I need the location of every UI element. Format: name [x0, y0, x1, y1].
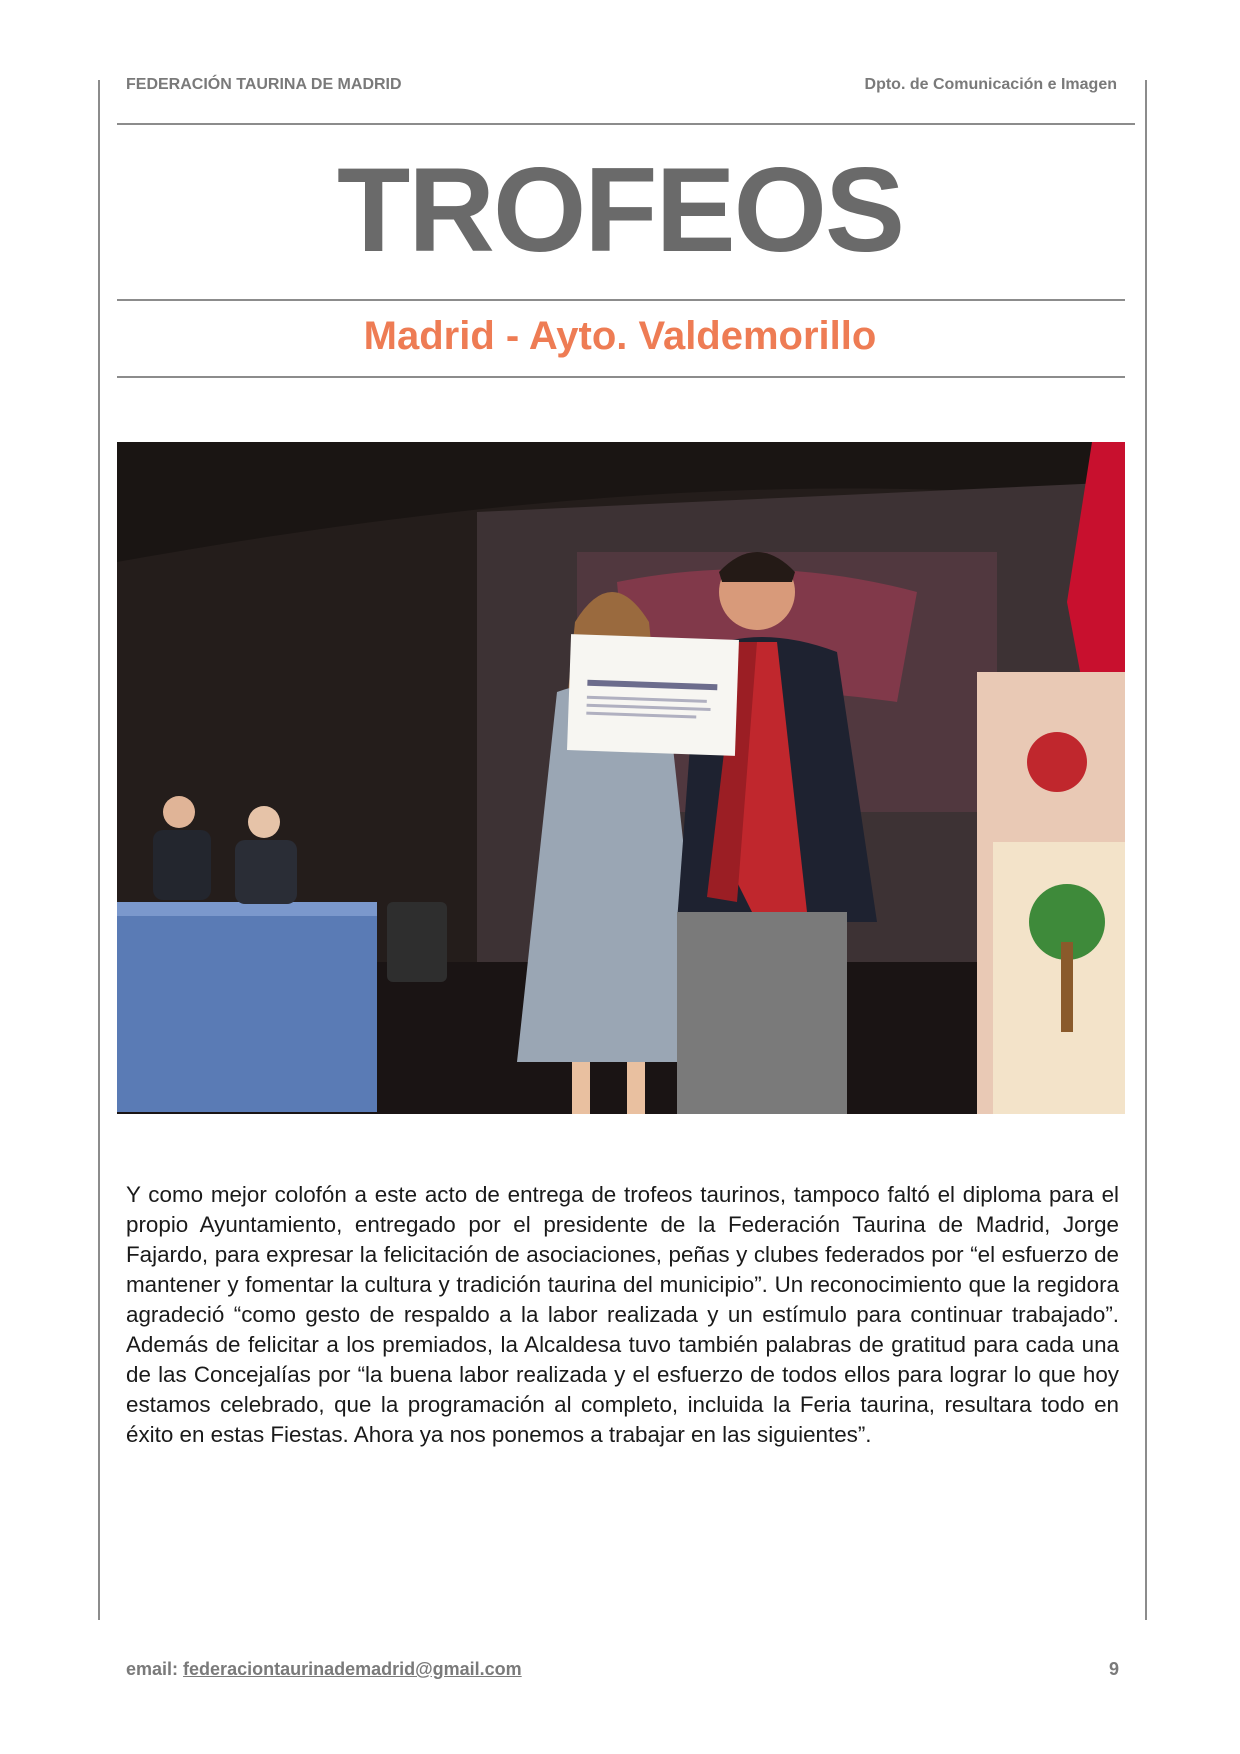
- email-link[interactable]: federaciontaurinademadrid@gmail.com: [183, 1659, 522, 1679]
- header-divider: [117, 123, 1135, 125]
- left-margin-rule: [98, 80, 100, 1620]
- footer-email-label: email:: [126, 1659, 179, 1679]
- article-body: Y como mejor colofón a este acto de entrega de trofeos taurinos, tampoco faltó el diploma para el propio Ayuntamiento, entregado por el presidente de la Federación Taurina de Madrid, Jorge Fajardo, para expresar la felicitación de asociaciones, peñas y clubes federados por “el esfuerzo de mantener y fomentar la cultura y tradición taurina del municipio”. Un reconocimiento que la regidora agradeció “como gesto de respaldo a la labor realizada y un estímulo para continuar trabajado”. Además de felicitar a los premiados, la Alcaldesa tuvo también palabras de gratitud para cada una de las Concejalías por “la buena labor realizada y el esfuerzo de todos ellos para lograr lo que hoy estamos celebrado, que la programación al completo, incluida la Feria taurina, resultara todo en éxito en estas Fiestas. Ahora ya nos ponemos a trabajar en las siguientes”.: [126, 1182, 1119, 1447]
- subtitle-divider: [117, 376, 1125, 378]
- header-department: Dpto. de Comunicación e Imagen: [864, 76, 1117, 93]
- header-organization: FEDERACIÓN TAURINA DE MADRID: [126, 76, 402, 93]
- right-margin-rule: [1145, 80, 1147, 1620]
- page-subtitle: Madrid - Ayto. Valdemorillo: [363, 314, 877, 358]
- award-ceremony-photo: [117, 442, 1125, 1114]
- footer-email: [126, 1659, 522, 1680]
- title-divider: [117, 299, 1125, 301]
- page-number: 9: [1108, 1659, 1119, 1679]
- page-title: TROFEOS: [336, 143, 904, 277]
